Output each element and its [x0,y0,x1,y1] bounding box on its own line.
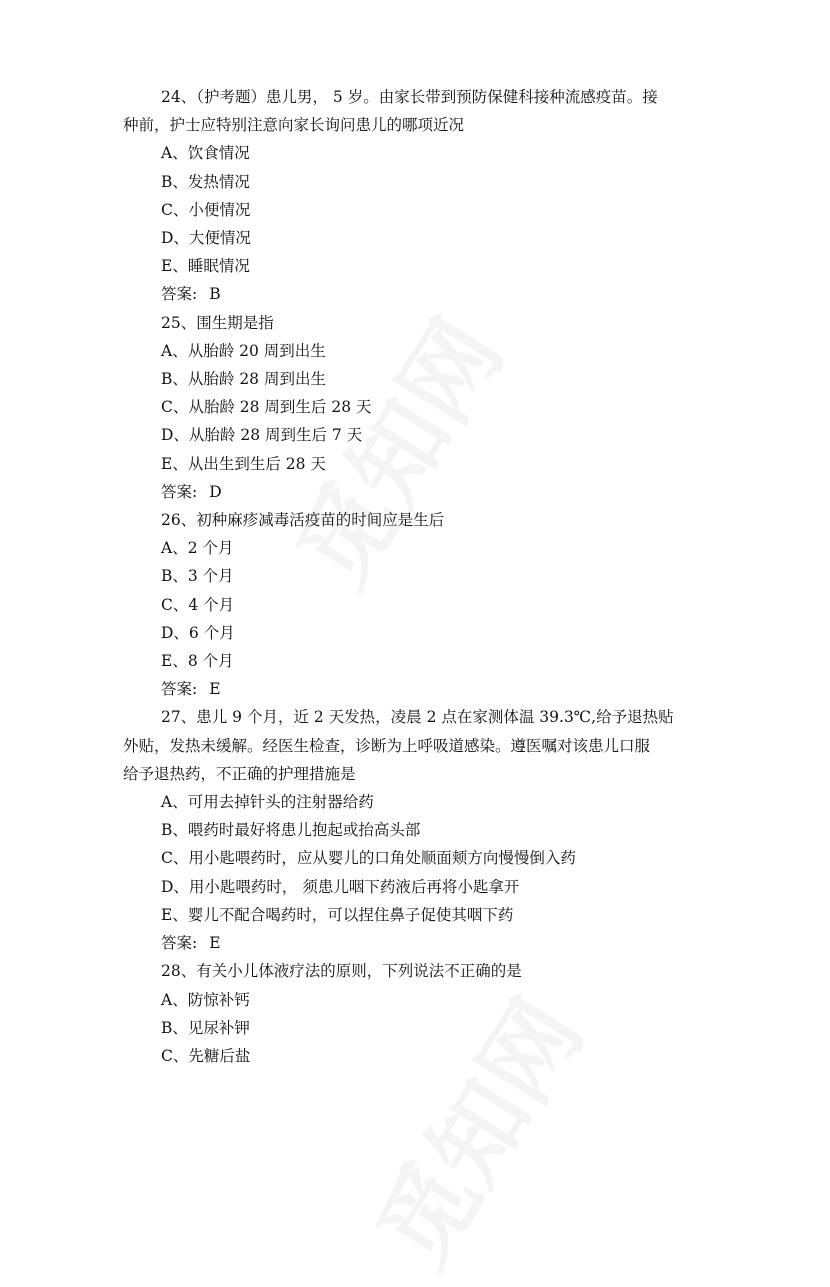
answer-label: 答案: [161,934,198,953]
answer-line [161,929,721,957]
stem-line: 24、（护考题）患儿男， 5 岁。由家长带到预防保健科接种流感疫苗。接 [161,88,658,106]
stem-line: 26、初种麻疹减毒活疫苗的时间应是生后 [161,511,445,530]
option: E、8 个月 [161,652,234,671]
stem-line: 28、有关小儿体液疗法的原则，下列说法不正确的是 [161,962,522,981]
question-list [123,83,721,1070]
option: D、大便情况 [161,229,251,248]
option: C、用小匙喂药时，应从婴儿的口角处顺面颊方向慢慢倒入药 [161,849,576,868]
question-stem [123,703,721,788]
stem-line: 外贴，发热未缓解。经医生检查，诊断为上呼吸道感染。遵医嘱对该患儿口服 [123,736,651,755]
option: A、饮食情况 [161,144,250,163]
option: E、从出生到生后 28 天 [161,454,326,473]
answer-label: 答案: [161,285,198,304]
stem-line: 种前，护士应特别注意向家长询问患儿的哪项近况 [123,116,465,135]
stem-line: 25、围生期是指 [161,313,274,332]
option: A、防惊补钙 [161,990,250,1009]
option: B、喂药时最好将患儿抱起或抬高头部 [161,821,421,840]
option: B、见尿补钾 [161,1018,250,1037]
answer-label: 答案: [161,680,198,699]
option: A、可用去掉针头的注射器给药 [161,793,374,812]
option: D、用小匙喂药时， 须患儿咽下药液后再将小匙拿开 [161,877,520,896]
answer-value: D [209,482,222,501]
option: C、小便情况 [161,200,251,219]
answer-line [161,280,721,308]
option: D、从胎龄 28 周到生后 7 天 [161,426,363,445]
answer-value: E [209,680,221,699]
question-stem [123,83,721,139]
option: E、睡眠情况 [161,257,250,276]
option: D、6 个月 [161,623,235,642]
option: C、4 个月 [161,595,235,614]
option: E、婴儿不配合喝药时，可以捏住鼻子促使其咽下药 [161,905,514,924]
answer-value: E [209,934,221,953]
option: C、从胎龄 28 周到生后 28 天 [161,398,372,417]
option: B、发热情况 [161,172,250,191]
stem-line: 27、患儿 9 个月，近 2 天发热，凌晨 2 点在家测体温 39.3℃,给予退热贴 [161,708,674,727]
answer-label: 答案: [161,482,198,501]
answer-line [161,675,721,703]
answer-line [161,478,721,506]
option: B、从胎龄 28 周到出生 [161,370,326,389]
option: B、3 个月 [161,567,234,586]
stem-line: 给予退热药，不正确的护理措施是 [123,764,356,783]
option: A、从胎龄 20 周到出生 [161,341,326,360]
option: C、先糖后盐 [161,1046,251,1065]
answer-value: B [209,285,221,304]
option: A、2 个月 [161,539,234,558]
